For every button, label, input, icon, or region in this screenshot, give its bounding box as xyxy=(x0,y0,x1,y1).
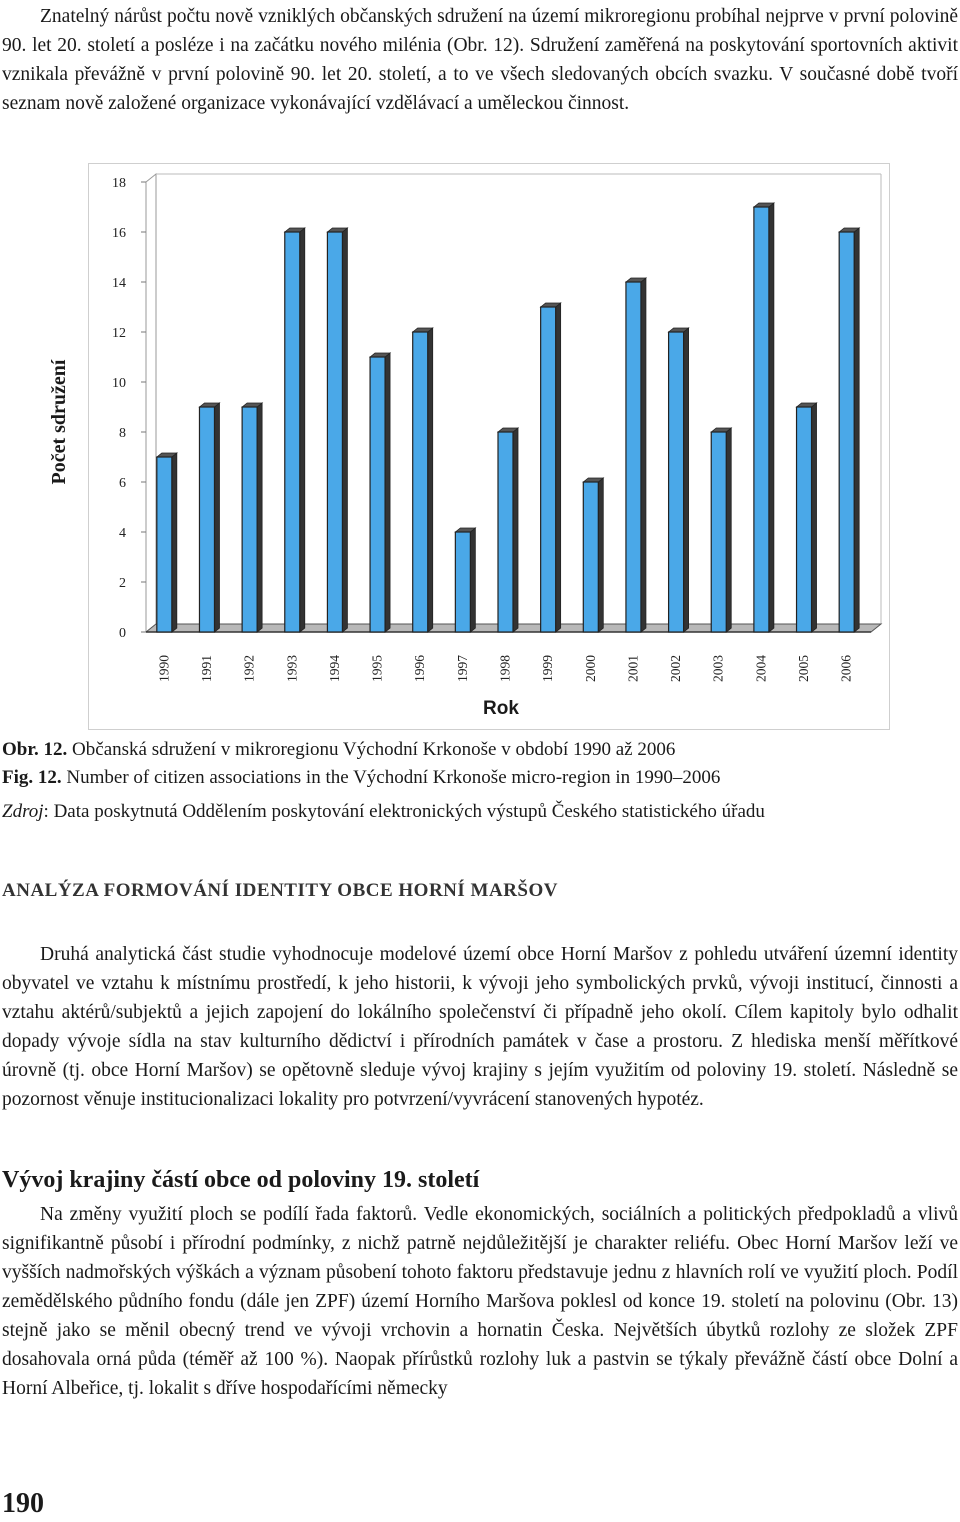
subheading: Vývoj krajiny částí obce od poloviny 19. století xyxy=(2,1167,480,1193)
y-axis-wall xyxy=(146,174,156,632)
x-tick-label: 1993 xyxy=(284,655,300,682)
bar-side xyxy=(598,478,603,632)
x-tick-label: 2005 xyxy=(796,655,812,682)
bar xyxy=(797,407,812,632)
bar xyxy=(498,432,513,632)
intro-paragraph: Znatelný nárůst počtu nově vzniklých občanských sdružení na území mikroregionu probíhal nejprve v první polovině 90. let 20. století a posléze i na začátku nového milénia (Obr. 12). Sdružení zaměřená na poskytování sportovních aktivit vznikala převážně v první polovině 90. let 20. století, a to ve všech sledovaných obcích svazku. V současné době tvoří seznam nově založené organizace vykonávající vzdělávací a uměleckou činnost. xyxy=(2,6,958,114)
sub-paragraph: Na změny využití ploch se podílí řada faktorů. Vedle ekonomických, sociálních a politických předpokladů a vlivů signifikantně působí i přírodní podmínky, z nichž patrně nejdůležitější je charakter reliéfu. Obec Horní Maršov leží ve vyšších nadmořských výškách a význam působení tohoto faktoru představuje jednu z hlavních rolí ve využití ploch. Podíl zemědělského půdního fondu (dále jen ZPF) území Horního Maršova poklesl od konce 19. století na polovinu (Obr. 13) stejně jako se měnil obecný trend ve vývoji vrchovin a hornatin Česka. Největších úbytků rozlohy ze složek ZPF dosahovala orná půda (téměř až 100 %). Naopak přírůstků rozlohy luk a pastvin se týkaly převážně částí obce Dolní a Horní Albeřice, tj. lokalit s dříve hospodařícími německy xyxy=(2,1204,958,1399)
y-tick-label: 14 xyxy=(112,276,126,291)
bar xyxy=(327,232,342,632)
page-number: 190 xyxy=(2,1488,44,1519)
x-tick-label: 1990 xyxy=(156,655,172,682)
x-tick-label: 2006 xyxy=(838,655,854,682)
y-tick-label: 8 xyxy=(119,426,126,441)
bar xyxy=(669,332,684,632)
y-tick-label: 16 xyxy=(112,226,126,241)
x-tick-label: 2001 xyxy=(625,655,641,682)
x-tick-label: 2004 xyxy=(753,655,769,682)
bar xyxy=(754,207,769,632)
bar-side xyxy=(342,228,347,632)
bar xyxy=(541,307,556,632)
y-tick-label: 0 xyxy=(119,626,126,641)
bar-side xyxy=(769,203,774,632)
y-tick-label: 12 xyxy=(112,326,126,341)
y-tick-label: 10 xyxy=(112,376,126,391)
bar-side xyxy=(556,303,561,632)
bar xyxy=(413,332,428,632)
x-tick-label: 2003 xyxy=(710,655,726,682)
bar-side xyxy=(684,328,689,632)
bar-side xyxy=(428,328,433,632)
bar xyxy=(157,457,172,632)
x-tick-label: 1997 xyxy=(454,655,470,682)
bar-side xyxy=(812,403,817,632)
y-axis-title: Počet sdružení xyxy=(48,359,70,485)
x-tick-label: 1994 xyxy=(326,655,342,682)
bar xyxy=(583,482,598,632)
y-tick-label: 18 xyxy=(112,176,126,191)
x-tick-label: 1996 xyxy=(412,655,428,682)
x-tick-label: 1999 xyxy=(540,655,556,682)
x-tick-label: 1991 xyxy=(198,655,214,682)
x-tick-label: 2002 xyxy=(668,655,684,682)
y-tick-label: 6 xyxy=(119,476,126,491)
bar xyxy=(242,407,257,632)
bar xyxy=(839,232,854,632)
x-tick-label: 1998 xyxy=(497,655,513,682)
bar xyxy=(370,357,385,632)
bar-side xyxy=(214,403,219,632)
caption-cz: Obr. 12. Občanská sdružení v mikroregionu Východní Krkonoše v období 1990 až 2006 xyxy=(2,739,676,760)
bar-side xyxy=(300,228,305,632)
caption-source: Zdroj: Data poskytnutá Oddělením poskytování elektronických výstupů Českého statistického úřadu xyxy=(2,801,765,822)
bar-chart xyxy=(88,163,890,730)
chart-canvas xyxy=(89,164,889,729)
section-paragraph: Druhá analytická část studie vyhodnocuje modelové území obce Horní Maršov z pohledu utváření územní identity obyvatel ve vztahu k místnímu prostředí, k jeho historii, k vývoji jeho symbolických prvků, vývoji institucí, činnosti a vztahu aktérů/subjektů a jejich zapojení do lokálního společenství či případně jeho okolí. Cílem kapitoly bylo odhalit dopady vývoje sídla na stav kulturního dědictví i přírodních památek v čase a prostoru. Z hlediska menší měřítkové úrovně (tj. obce Horní Maršov) se opětovně sleduje vývoj krajiny s jejím využitím od poloviny 19. století. Následně se pozornost věnuje institucionalizaci lokality pro potvrzení/vyvrácení stanovených hypotéz. xyxy=(2,944,958,1110)
x-axis-title: Rok xyxy=(483,698,519,719)
bar-side xyxy=(470,528,475,632)
bar-side xyxy=(854,228,859,632)
bar xyxy=(199,407,214,632)
bar-side xyxy=(257,403,262,632)
bar-side xyxy=(726,428,731,632)
bar-side xyxy=(641,278,646,632)
bar-side xyxy=(385,353,390,632)
x-tick-label: 2000 xyxy=(582,655,598,682)
y-tick-label: 2 xyxy=(119,576,126,591)
bar xyxy=(626,282,641,632)
bar xyxy=(711,432,726,632)
section-heading: ANALÝZA FORMOVÁNÍ IDENTITY OBCE HORNÍ MARŠOV xyxy=(2,880,558,901)
y-tick-label: 4 xyxy=(119,526,126,541)
x-tick-label: 1995 xyxy=(369,655,385,682)
bar xyxy=(455,532,470,632)
x-tick-label: 1992 xyxy=(241,655,257,682)
bar-side xyxy=(513,428,518,632)
bar-side xyxy=(172,453,177,632)
bar xyxy=(285,232,300,632)
caption-en: Fig. 12. Number of citizen associations in the Východní Krkonoše micro-region in 1990–2006 xyxy=(2,767,721,788)
